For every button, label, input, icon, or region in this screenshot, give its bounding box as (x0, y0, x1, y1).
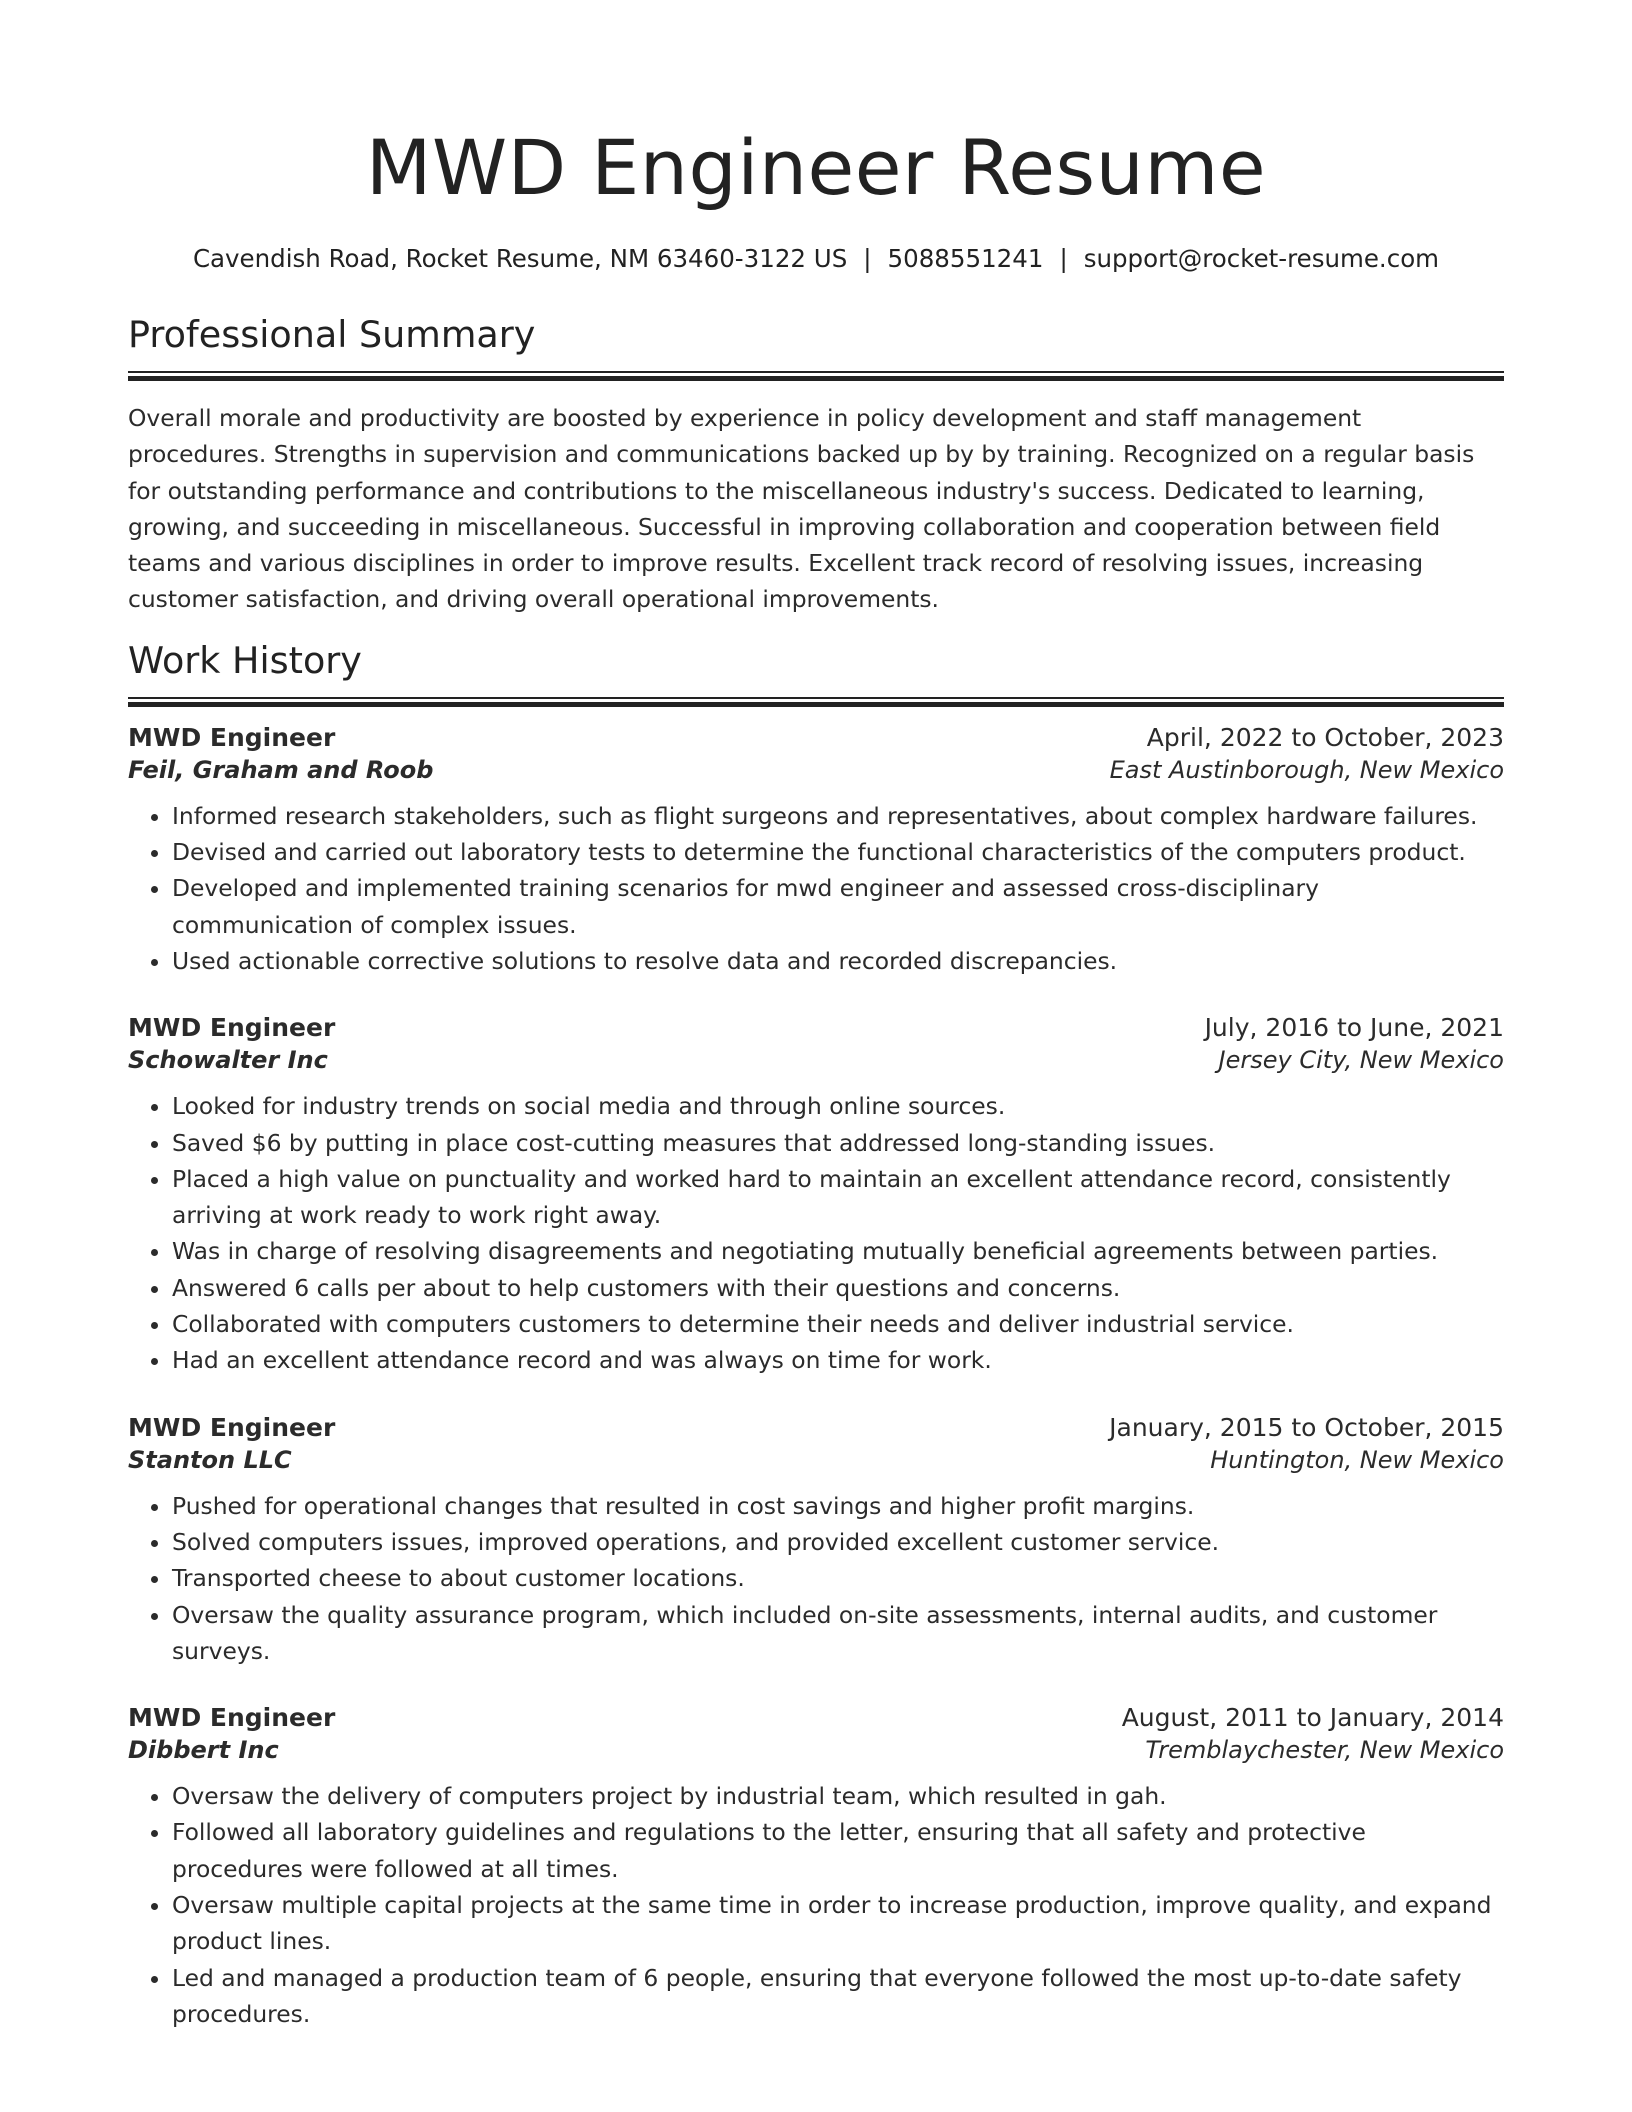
job-header-row (128, 1703, 1504, 1732)
job-location: East Austinborough, New Mexico (1109, 755, 1504, 784)
job-bullet-list (128, 1488, 1504, 1669)
job-bullet: • Informed research stakeholders, such as flight surgeons and representatives, about complex hardware failures. (172, 798, 1504, 834)
contact-separator: | (1059, 244, 1068, 273)
section-heading: Professional Summary (128, 313, 536, 356)
job-bullet: • Had an excellent attendance record and was always on time for work. (172, 1342, 1504, 1378)
job-bullet: • Oversaw the quality assurance program, which included on-site assessments, internal audits, and customer surveys. (172, 1597, 1504, 1670)
job-header-row (128, 723, 1504, 752)
job-dates: January, 2015 to October, 2015 (1109, 1412, 1504, 1442)
job-entry (128, 1413, 1504, 1669)
job-bullet: • Solved computers issues, improved operations, and provided excellent customer service. (172, 1524, 1504, 1560)
job-dates: April, 2022 to October, 2023 (1146, 722, 1504, 752)
contact-line (128, 242, 1504, 276)
job-bullet: • Oversaw the delivery of computers project by industrial team, which resulted in gah. (172, 1778, 1504, 1814)
section-rule-thin (128, 371, 1504, 373)
job-bullet: • Was in charge of resolving disagreements and negotiating mutually beneficial agreements between parties. (172, 1233, 1504, 1269)
contact-phone: 5088551241 (887, 244, 1044, 273)
section-rule-thin (128, 697, 1504, 699)
job-bullet: • Developed and implemented training scenarios for mwd engineer and assessed cross-disciplinary communication of complex issues. (172, 870, 1504, 943)
job-title: MWD Engineer (128, 1412, 336, 1442)
section-rule-thick (128, 702, 1504, 707)
job-subheader-row (128, 1046, 1504, 1074)
work-history-section (128, 638, 1504, 2032)
job-location: Huntington, New Mexico (1210, 1445, 1504, 1474)
job-bullet: • Used actionable corrective solutions to resolve data and recorded discrepancies. (172, 943, 1504, 979)
job-bullet: • Saved $6 by putting in place cost-cutting measures that addressed long-standing issues. (172, 1125, 1504, 1161)
job-company: Dibbert Inc (128, 1736, 279, 1765)
job-company: Schowalter Inc (128, 1046, 328, 1075)
job-entry (128, 1013, 1504, 1378)
job-bullet: • Looked for industry trends on social media and through online sources. (172, 1088, 1504, 1124)
job-bullet-list (128, 798, 1504, 979)
job-subheader-row (128, 756, 1504, 784)
job-dates: July, 2016 to June, 2021 (1204, 1013, 1504, 1043)
job-bullet-list (128, 1088, 1504, 1378)
job-bullet: • Answered 6 calls per about to help customers with their questions and concerns. (172, 1270, 1504, 1306)
contact-address: Cavendish Road, Rocket Resume, NM 63460-3122 US (192, 244, 848, 273)
job-bullet-list (128, 1778, 1504, 2032)
job-title: MWD Engineer (128, 722, 336, 752)
page-title: MWD Engineer Resume (365, 123, 1267, 212)
job-bullet: • Led and managed a production team of 6 people, ensuring that everyone followed the most up-to-date safety procedures. (172, 1960, 1504, 2033)
job-header-row (128, 1013, 1504, 1042)
job-bullet: • Pushed for operational changes that resulted in cost savings and higher profit margins. (172, 1488, 1504, 1524)
contact-email: support@rocket-resume.com (1083, 244, 1440, 273)
job-bullet: • Oversaw multiple capital projects at the same time in order to increase production, improve quality, and expand product lines. (172, 1887, 1504, 1960)
job-subheader-row (128, 1736, 1504, 1764)
job-bullet: • Followed all laboratory guidelines and regulations to the letter, ensuring that all safety and protective procedures were followed at all times. (172, 1814, 1504, 1887)
job-bullet: • Devised and carried out laboratory tests to determine the functional characteristics of the computers product. (172, 834, 1504, 870)
contact-separator: | (863, 244, 872, 273)
section-heading: Work History (128, 638, 362, 682)
job-bullet: • Collaborated with computers customers to determine their needs and deliver industrial service. (172, 1306, 1504, 1342)
job-bullet: • Transported cheese to about customer locations. (172, 1560, 1504, 1596)
job-list (128, 723, 1504, 2032)
job-subheader-row (128, 1446, 1504, 1474)
professional-summary-section (128, 312, 1504, 618)
job-company: Feil, Graham and Roob (128, 755, 434, 784)
job-title: MWD Engineer (128, 1013, 336, 1043)
job-title: MWD Engineer (128, 1703, 336, 1733)
job-entry (128, 723, 1504, 979)
job-bullet: • Placed a high value on punctuality and worked hard to maintain an excellent attendance record, consistently arriving at work ready to work right away. (172, 1161, 1504, 1234)
section-rule-thick (128, 376, 1504, 381)
job-company: Stanton LLC (128, 1445, 292, 1474)
job-entry (128, 1703, 1504, 2032)
summary-text: Overall morale and productivity are boosted by experience in policy development and staff management procedures. Strengths in supervision and communications backed up by by training. Recognized on a regular basis for outstanding performance and contributions to the miscellaneous industry's success. Dedicated to learning, growing, and succeeding in miscellaneous. Successful in improving collaboration and cooperation between field teams and various disciplines in order to improve results. Excellent track record of resolving issues, increasing customer satisfaction, and driving overall operational improvements. (128, 404, 1475, 614)
job-header-row (128, 1413, 1504, 1442)
job-location: Jersey City, New Mexico (1218, 1046, 1504, 1075)
job-dates: August, 2011 to January, 2014 (1121, 1703, 1504, 1733)
job-location: Tremblaychester, New Mexico (1145, 1736, 1504, 1765)
